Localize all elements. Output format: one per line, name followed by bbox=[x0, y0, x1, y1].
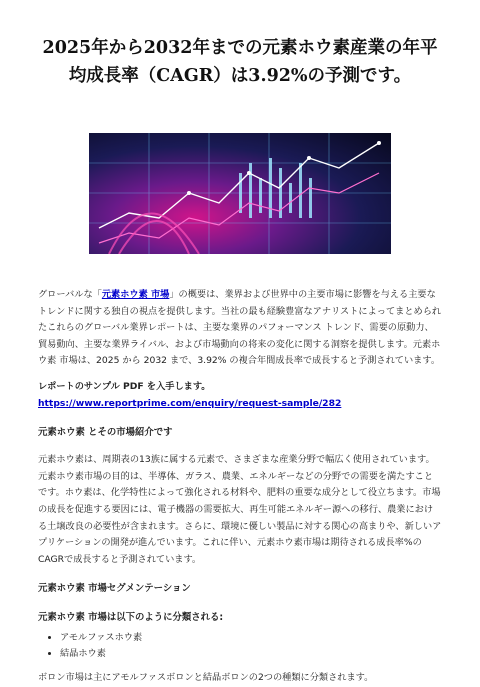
intro-paragraph bbox=[38, 287, 442, 370]
list-item: • アモルファスホウ素 bbox=[60, 630, 442, 646]
hero-image bbox=[89, 133, 391, 254]
sample-request bbox=[38, 379, 442, 412]
financial-chart-graphic bbox=[89, 133, 391, 254]
section-heading-intro: 元素ホウ素 とその市場紹介です bbox=[38, 427, 173, 439]
section-body-intro: 元素ホウ素は、周期表の13族に属する元素で、さまざまな産業分野で幅広く使用されています。元素ホウ素市場の目的は、半導体、ガラス、農業、エネルギーなどの分野での需要を満たすことです。ホウ素は、化学特性によって強化される材料や、肥料の重要な成分として役立ちます。市場の成長を促進する要因には、電子機器の需要拡大、再生可能エネルギー源への移行、農業における土壌改良の必要性が含まれます。さらに、環境に優しい製品に対する関心の高まりや、新しいアプリケーションの開発が進んでいます。これに伴い、元素ホウ素市場は期待される成長率%のCAGRで成長すると予測されています。 bbox=[38, 454, 442, 565]
page-title: 2025年から2032年までの元素ホウ素産業の年平均成長率（CAGR）は3.92%の予測です。 bbox=[42, 38, 438, 86]
sample-request-link[interactable]: https://www.reportprime.com/enquiry/request-sample/282 bbox=[38, 397, 342, 409]
intro-post-text: 」の概要は、業界および世界中の主要市場に影響を与える主要なトレンドに関する独自の視点を提供します。当社の最も経験豊富なアナリストによってまとめられたこれらのグローバル業界レポートは、主要な業界のパフォーマンス トレンド、需要の原動力、貿易動向、主要な業界ライバル、および市場動向の将来の変化に関する洞察を提供します。元素ホウ素 市場は、2025 から 2032 まで、3.92% の複合年間成長率で成長すると予測されています。 bbox=[38, 289, 442, 367]
list-item: • 結晶ホウ素 bbox=[60, 646, 442, 662]
closing-paragraph: ボロン市場は主にアモルファスボロンと結晶ボロンの2つの種類に分類されます。 bbox=[38, 672, 374, 684]
type-list bbox=[38, 630, 442, 662]
section-heading-classification: 元素ホウ素 市場は以下のように分類される: bbox=[38, 612, 224, 624]
market-link[interactable]: 元素ホウ素 市場 bbox=[101, 289, 170, 300]
section-heading-segmentation: 元素ホウ素 市場セグメンテーション bbox=[38, 583, 191, 595]
intro-pre-text: グローバルな「 bbox=[38, 289, 102, 300]
sample-label: レポートのサンプル PDF を入手します。 bbox=[38, 380, 211, 392]
